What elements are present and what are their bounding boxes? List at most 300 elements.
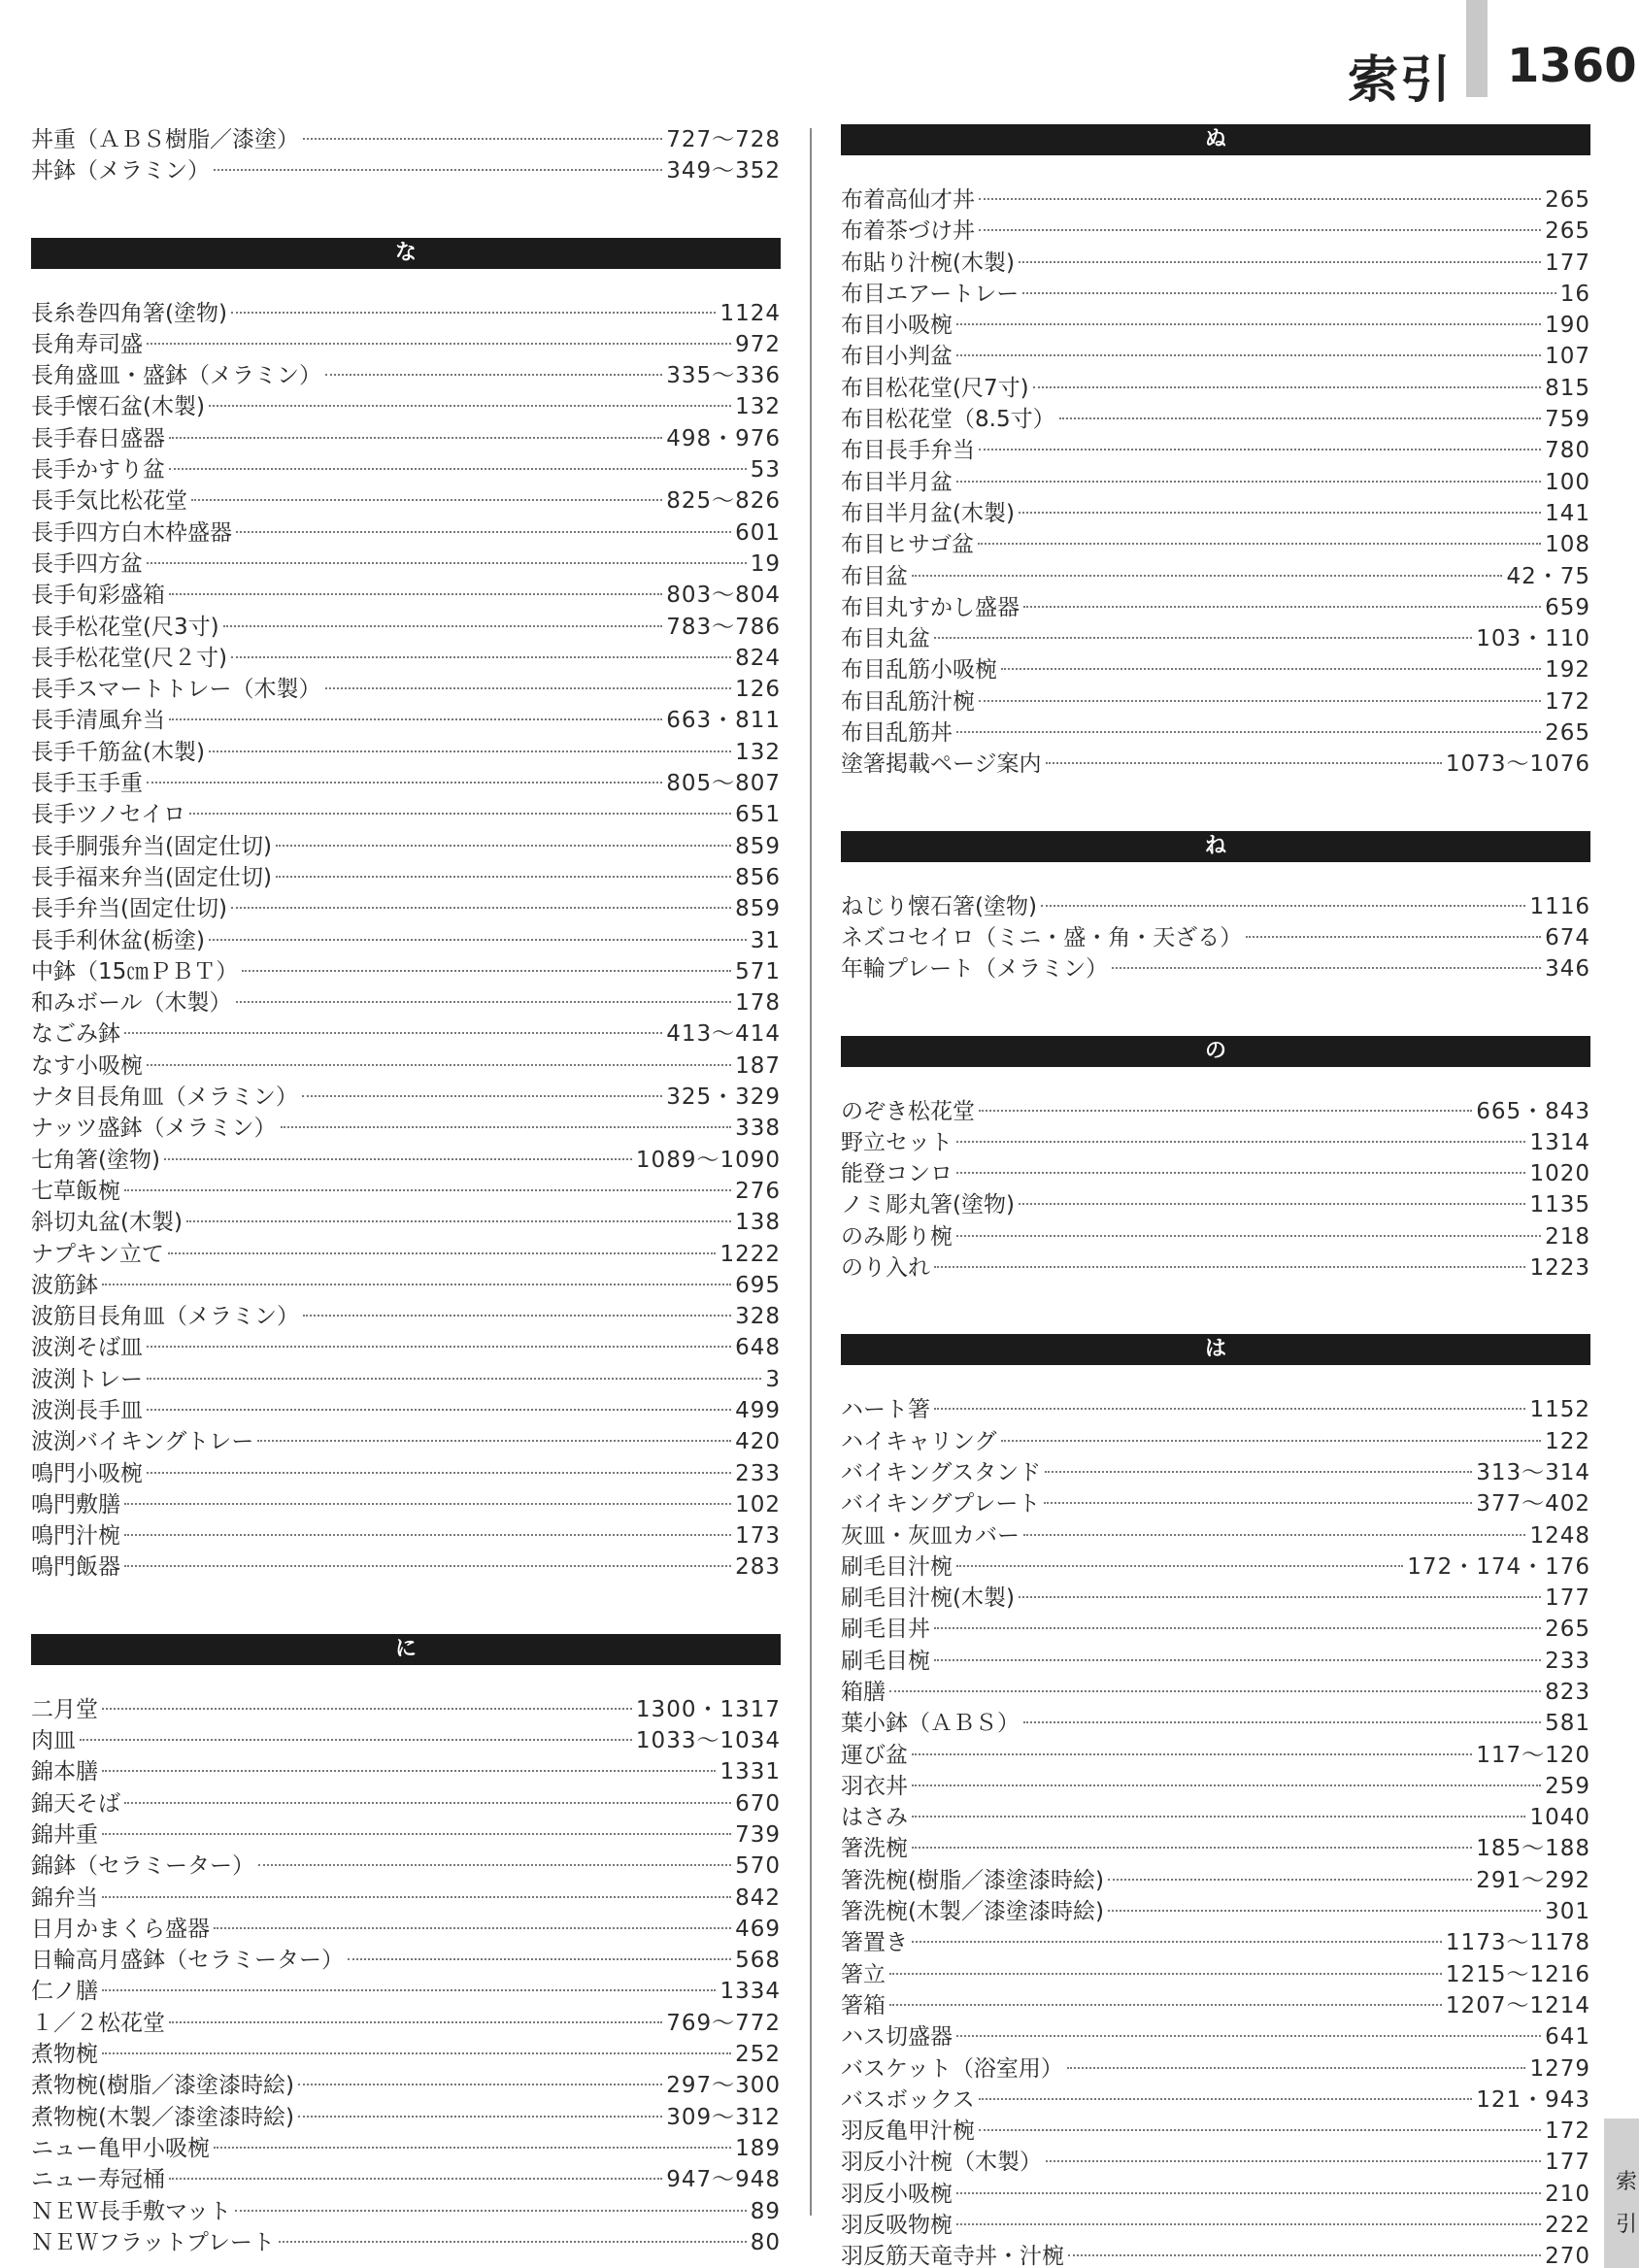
index-entry [31, 1426, 781, 1457]
index-entry [31, 643, 781, 674]
index-entry [841, 623, 1590, 654]
entry-name: 長手気比松花堂 [31, 488, 187, 515]
leader-dots [979, 198, 1541, 200]
entry-name: のみ彫り椀 [841, 1223, 953, 1250]
index-entry [31, 298, 781, 329]
leader-dots [1041, 905, 1526, 907]
leader-dots [169, 593, 662, 595]
leader-dots [298, 2116, 662, 2118]
entry-name: 煮物椀 [31, 2042, 98, 2068]
leader-dots [209, 405, 731, 407]
leader-dots [147, 1346, 731, 1348]
index-entry [31, 549, 781, 580]
entry-name: ネズコセイロ（ミニ・盛・角・天ざる） [841, 924, 1243, 951]
leader-dots [209, 939, 747, 941]
leader-dots [276, 876, 731, 878]
leader-dots [214, 169, 662, 171]
leader-dots [325, 687, 732, 689]
leader-dots [1022, 292, 1555, 294]
entry-name: 布目半月盆 [841, 469, 953, 495]
entry-name: 長糸巻四角箸(塗物) [31, 300, 227, 326]
entry-page: 103・110 [1476, 626, 1590, 652]
page-number: 1360 [1507, 39, 1637, 93]
entry-page: 759 [1545, 407, 1590, 433]
leader-dots [124, 1802, 731, 1804]
section-heading: な [31, 238, 781, 269]
index-entry [841, 498, 1590, 529]
entry-page: 859 [735, 896, 781, 922]
leader-dots [956, 354, 1541, 356]
entry-name: 羽反筋天竜寺丼・汁椀 [841, 2244, 1064, 2268]
index-entry [31, 580, 781, 611]
entry-name: 仁ノ膳 [31, 1979, 98, 2005]
entry-page: 172 [1545, 688, 1590, 715]
entry-page: 121・943 [1476, 2086, 1590, 2113]
leader-dots [169, 437, 662, 439]
entry-name: 鳴門飯器 [31, 1554, 120, 1581]
index-entry [841, 1833, 1590, 1864]
entry-name: 布着茶づけ丼 [841, 218, 975, 245]
section-heading: に [31, 1634, 781, 1665]
entry-page: 172 [1545, 2118, 1590, 2145]
leader-dots [147, 1378, 761, 1380]
index-entry [841, 1865, 1590, 1896]
leader-dots [934, 1408, 1525, 1410]
entry-page: 1223 [1529, 1255, 1590, 1282]
entry-name: 布目松花堂(尺7寸) [841, 375, 1029, 401]
entry-page: 581 [1545, 1711, 1590, 1737]
entry-name: 長角盛皿・盛鉢（メラミン） [31, 363, 321, 389]
entry-name: 羽衣丼 [841, 1773, 908, 1799]
index-entry [31, 1819, 781, 1851]
index-entry [31, 1176, 781, 1207]
index-entry [841, 1771, 1590, 1802]
leader-dots [912, 1816, 1525, 1818]
index-entry [841, 467, 1590, 498]
side-index-tab-label: 索引 [1616, 2170, 1638, 2237]
leader-dots [979, 2129, 1541, 2131]
entry-page: 568 [735, 1948, 781, 1974]
leader-dots [1045, 1471, 1472, 1473]
index-entry [31, 987, 781, 1018]
index-entry [841, 248, 1590, 279]
index-section [841, 985, 1590, 1284]
entry-page: 601 [735, 519, 781, 546]
leader-dots [1033, 386, 1542, 388]
entry-name: 鳴門敷膳 [31, 1491, 120, 1518]
entry-page: 823 [1545, 1679, 1590, 1705]
entry-page: 1135 [1529, 1192, 1590, 1218]
leader-dots [281, 1126, 732, 1128]
leader-dots [242, 970, 731, 972]
section-heading: は [841, 1334, 1590, 1365]
entry-page: 172・174・176 [1407, 1553, 1590, 1580]
index-entry [841, 2053, 1590, 2085]
leader-dots [124, 1534, 731, 1536]
entry-name: 錦鉢（セラミーター） [31, 1853, 254, 1880]
entry-name: ニュー亀甲小吸椀 [31, 2135, 210, 2161]
index-entry [31, 705, 781, 736]
entry-page: 651 [735, 802, 781, 828]
section-heading: ね [841, 831, 1590, 862]
entry-name: はさみ [841, 1805, 908, 1831]
entry-page: 233 [735, 1460, 781, 1486]
entry-page: 173 [735, 1523, 781, 1550]
entry-page: 190 [1545, 313, 1590, 339]
leader-dots [298, 2084, 662, 2085]
leader-dots [209, 750, 731, 752]
entry-page: 328 [735, 1304, 781, 1330]
entry-name: バスボックス [841, 2086, 975, 2113]
leader-dots [979, 700, 1541, 702]
index-section [841, 124, 1590, 781]
index-entry [31, 737, 781, 768]
section-spacer [841, 985, 1590, 1036]
index-entry [841, 749, 1590, 780]
index-entry [841, 1252, 1590, 1284]
section-spacer [31, 1584, 781, 1634]
index-entry [841, 404, 1590, 435]
entry-page: 313〜314 [1476, 1459, 1590, 1485]
entry-page: 825〜826 [666, 488, 781, 515]
entry-page: 218 [1545, 1223, 1590, 1250]
entry-page: 338 [735, 1116, 781, 1142]
index-entry [841, 2241, 1590, 2268]
entry-page: 824 [735, 645, 781, 671]
entry-name: 斜切丸盆(木製) [31, 1210, 183, 1236]
entry-page: 1215〜1216 [1445, 1961, 1590, 1987]
index-entry [841, 1426, 1590, 1457]
entry-page: 1033〜1034 [635, 1728, 781, 1754]
index-entry [841, 1740, 1590, 1771]
leader-dots [223, 625, 663, 627]
leader-dots [191, 499, 662, 501]
entry-name: ノミ彫丸箸(塗物) [841, 1192, 1015, 1218]
entry-page: 102 [735, 1491, 781, 1518]
entry-page: 309〜312 [666, 2104, 781, 2130]
index-entry [841, 654, 1590, 685]
entry-name: 運び盆 [841, 1742, 908, 1768]
entry-name: 和みボール（木製） [31, 990, 232, 1017]
entry-name: 長手ツノセイロ [31, 802, 186, 828]
index-entry [31, 1851, 781, 1882]
index-entry [841, 435, 1590, 466]
entry-name: なごみ鉢 [31, 1021, 120, 1048]
index-entry [841, 1457, 1590, 1488]
leader-dots [214, 1927, 731, 1929]
entry-page: 265 [1545, 1617, 1590, 1643]
leader-dots [956, 1141, 1525, 1143]
entry-page: 80 [750, 2229, 781, 2255]
entry-name: ニュー寿冠桶 [31, 2167, 165, 2193]
leader-dots [102, 1989, 716, 1991]
leader-dots [147, 343, 731, 345]
index-entry [841, 279, 1590, 310]
index-section [841, 781, 1590, 985]
leader-dots [979, 1110, 1472, 1112]
entry-page: 117〜120 [1476, 1742, 1590, 1768]
leader-dots [147, 782, 662, 784]
index-entry [841, 2116, 1590, 2147]
entry-name: 布目松花堂（8.5寸） [841, 407, 1055, 433]
entry-page: 670 [735, 1790, 781, 1817]
index-entry [31, 423, 781, 454]
entry-page: 1314 [1529, 1129, 1590, 1155]
leader-dots [102, 1770, 716, 1772]
entry-name: 布目小吸椀 [841, 313, 953, 339]
entry-page: 859 [735, 833, 781, 859]
index-entry [841, 1802, 1590, 1833]
entry-name: 七草飯椀 [31, 1178, 120, 1204]
left-column [31, 124, 781, 2258]
entry-name: 布目乱筋丼 [841, 720, 953, 747]
entry-page: 31 [750, 927, 781, 953]
entry-name: 長手利休盆(栃塗) [31, 927, 205, 953]
leader-dots [912, 1753, 1472, 1755]
leader-dots [1059, 417, 1542, 419]
leader-dots [1112, 967, 1541, 969]
entry-name: 羽反小汁椀（木製） [841, 2150, 1042, 2176]
entry-name: 七角箸(塗物) [31, 1147, 160, 1173]
entry-page: 972 [735, 331, 781, 357]
entry-name: 長手胴張弁当(固定仕切) [31, 833, 272, 859]
entry-name: 刷毛目椀 [841, 1648, 930, 1674]
index-entry [31, 124, 781, 155]
leader-dots [147, 1472, 731, 1474]
section-heading: ぬ [841, 124, 1590, 155]
entry-name: 長手千筋盆(木製) [31, 739, 205, 765]
leader-dots [979, 449, 1541, 450]
index-entry [31, 1725, 781, 1756]
entry-name: 布着高仙才丼 [841, 187, 975, 213]
entry-page: 100 [1545, 469, 1590, 495]
index-entry [31, 956, 781, 987]
index-entry [31, 2133, 781, 2164]
leader-dots [214, 2147, 731, 2149]
entry-name: 灰皿・灰皿カバー [841, 1522, 1020, 1549]
index-entry [841, 1927, 1590, 1958]
index-entry [841, 2147, 1590, 2178]
entry-name: 長手弁当(固定仕切) [31, 896, 227, 922]
leader-dots [934, 1627, 1541, 1629]
leader-dots [235, 2210, 747, 2212]
index-entry [841, 184, 1590, 216]
entry-page: 138 [735, 1210, 781, 1236]
leader-dots [956, 323, 1541, 325]
entry-name: 波渕長手皿 [31, 1397, 143, 1423]
entry-page: 1040 [1529, 1805, 1590, 1831]
leader-dots [956, 1172, 1525, 1174]
index-entry [31, 1051, 781, 1082]
entry-page: 233 [1545, 1648, 1590, 1674]
index-entry [31, 1914, 781, 1945]
index-entry [31, 1788, 781, 1819]
leader-dots [186, 1220, 731, 1222]
entry-name: 波筋鉢 [31, 1272, 98, 1298]
entry-page: 413〜414 [666, 1021, 781, 1048]
entry-name: 年輪プレート（メラミン） [841, 956, 1109, 983]
leader-dots [956, 2223, 1541, 2225]
entry-page: 189 [735, 2135, 781, 2161]
header-tab-marker [1466, 0, 1488, 97]
entry-name: のり入れ [841, 1255, 930, 1282]
leader-dots [912, 1784, 1541, 1786]
entry-name: 中鉢（15㎝ＰＢＴ） [31, 958, 239, 984]
index-entry [31, 1301, 781, 1332]
index-entry [31, 1756, 781, 1787]
entry-name: 葉小鉢（ＡＢＳ） [841, 1711, 1020, 1737]
entry-page: 178 [735, 990, 781, 1017]
entry-page: 659 [1545, 594, 1590, 620]
entry-page: 1173〜1178 [1445, 1930, 1590, 1956]
index-entry [841, 529, 1590, 560]
leader-dots [1019, 261, 1541, 263]
entry-name: 野立セット [841, 1129, 953, 1155]
entry-name: バイキングプレート [841, 1491, 1041, 1518]
entry-page: 276 [735, 1178, 781, 1204]
leader-dots [934, 1266, 1525, 1268]
entry-name: 箸洗椀(木製／漆塗漆時絵) [841, 1899, 1104, 1925]
entry-name: 刷毛目丼 [841, 1617, 930, 1643]
index-entry [841, 1646, 1590, 1677]
entry-page: 346 [1545, 956, 1590, 983]
index-entry [31, 1458, 781, 1489]
index-entry [31, 2227, 781, 2258]
entry-page: 1279 [1529, 2055, 1590, 2082]
entry-name: 錦天そば [31, 1790, 120, 1817]
entry-page: 265 [1545, 187, 1590, 213]
index-entry [841, 1394, 1590, 1425]
entry-page: 641 [1545, 2024, 1590, 2051]
entry-name: 二月堂 [31, 1696, 98, 1722]
entry-page: 842 [735, 1884, 781, 1911]
entry-page: 222 [1545, 2213, 1590, 2239]
leader-dots [124, 1565, 731, 1567]
leader-dots [1023, 606, 1541, 608]
entry-name: 丼鉢（メラミン） [31, 158, 210, 184]
leader-dots [1023, 1721, 1541, 1723]
entry-page: 192 [1545, 657, 1590, 684]
leader-dots [303, 1315, 731, 1317]
entry-name: 能登コンロ [841, 1161, 953, 1187]
index-section [31, 1584, 781, 2258]
leader-dots [231, 312, 717, 314]
leader-dots [102, 1833, 731, 1835]
leader-dots [912, 1847, 1472, 1849]
index-entry [841, 1990, 1590, 2021]
index-entry [841, 2179, 1590, 2210]
entry-name: 布目乱筋汁椀 [841, 688, 975, 715]
entry-name: 布目エアートレー [841, 281, 1020, 307]
entry-name: 長手清風弁当 [31, 708, 165, 734]
entry-page: 122 [1545, 1428, 1590, 1454]
entry-name: 肉皿 [31, 1728, 76, 1754]
index-entry [841, 561, 1590, 592]
entry-page: 301 [1545, 1899, 1590, 1925]
entry-name: 塗箸掲載ページ案内 [841, 751, 1042, 778]
index-entry [31, 1145, 781, 1176]
index-entry [31, 612, 781, 643]
leader-dots [124, 1503, 731, 1505]
leader-dots [956, 481, 1541, 483]
leader-dots [979, 229, 1541, 231]
leader-dots [80, 1739, 632, 1741]
leader-dots [303, 138, 662, 140]
entry-name: ＮＥＷ長手敷マット [31, 2198, 232, 2224]
index-entry [31, 1976, 781, 2007]
entry-page: 177 [1545, 1585, 1590, 1612]
entry-page: 1248 [1529, 1522, 1590, 1549]
leader-dots [956, 1235, 1541, 1237]
index-entry [31, 893, 781, 924]
entry-name: 長角寿司盛 [31, 331, 143, 357]
entry-name: 布目小判盆 [841, 344, 953, 370]
index-entry [31, 1113, 781, 1144]
index-entry [31, 1883, 781, 1914]
entry-page: 270 [1545, 2244, 1590, 2268]
index-entry [841, 1158, 1590, 1189]
entry-page: 571 [735, 958, 781, 984]
index-entry [31, 1520, 781, 1551]
entry-page: 648 [735, 1335, 781, 1361]
entry-page: 947〜948 [666, 2167, 781, 2193]
index-entry [31, 1945, 781, 1976]
leader-dots [1001, 1440, 1542, 1442]
index-entry [31, 2196, 781, 2227]
entry-page: 856 [735, 864, 781, 890]
index-entry [31, 2039, 781, 2070]
leader-dots [102, 1896, 731, 1898]
entry-page: 1073〜1076 [1445, 751, 1590, 778]
leader-dots [1046, 2160, 1541, 2162]
entry-page: 805〜807 [666, 771, 781, 797]
entry-name: ねじり懐石箸(塗物) [841, 893, 1037, 919]
index-entry [841, 1614, 1590, 1645]
entry-page: 107 [1545, 344, 1590, 370]
section-spacer [31, 187, 781, 238]
entry-name: 長手四方白木枠盛器 [31, 519, 232, 546]
index-entry [841, 1221, 1590, 1252]
entry-name: ＮＥＷフラットプレート [31, 2229, 275, 2255]
entry-name: なす小吸椀 [31, 1052, 143, 1079]
index-entry [31, 454, 781, 485]
section-spacer [841, 781, 1590, 831]
leader-dots [979, 2098, 1472, 2100]
index-entry [31, 768, 781, 799]
entry-page: 498・976 [666, 425, 781, 451]
index-entry [31, 391, 781, 422]
entry-page: 108 [1545, 532, 1590, 558]
entry-page: 1020 [1529, 1161, 1590, 1187]
entry-name: 長手春日盛器 [31, 425, 165, 451]
entry-page: 739 [735, 1821, 781, 1848]
leader-dots [147, 1409, 731, 1411]
index-entry [841, 2085, 1590, 2116]
index-entry [841, 1127, 1590, 1158]
index-entry [841, 1551, 1590, 1583]
entry-name: 長手旬彩盛箱 [31, 583, 165, 609]
index-entry [841, 1896, 1590, 1927]
entry-name: 箸置き [841, 1930, 908, 1956]
index-entry [31, 2070, 781, 2101]
entry-page: 126 [735, 677, 781, 703]
leader-dots [169, 718, 662, 720]
leader-dots [912, 1941, 1442, 1943]
index-entry [841, 2210, 1590, 2241]
index-entry [31, 517, 781, 549]
entry-page: 663・811 [666, 708, 781, 734]
right-column [841, 124, 1590, 2268]
